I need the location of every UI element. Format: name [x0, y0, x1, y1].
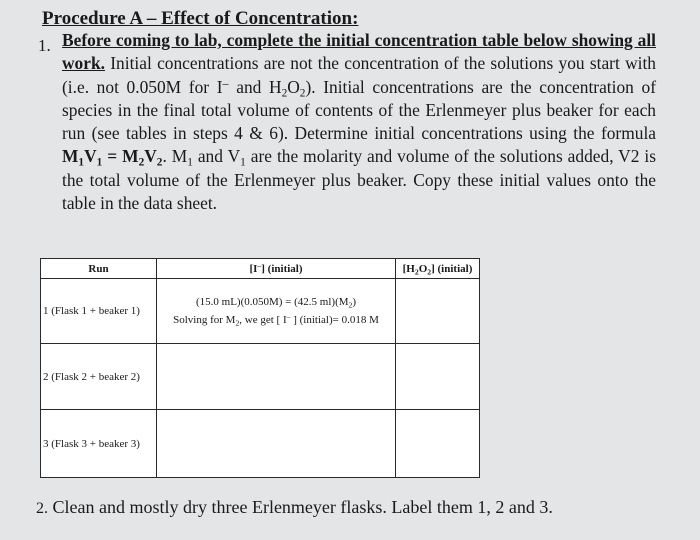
step-2-text: Clean and mostly dry three Erlenmeyer flasks. Label them 1, 2 and 3. — [52, 497, 553, 517]
step-1-text: Initial concentrations are not the concentration of the solutions you start with (i.e. not 0.050M for I — [62, 53, 656, 97]
run-1-label: 1 (Flask 1 + beaker 1) — [41, 279, 157, 344]
run-2-iodide-cell — [157, 344, 396, 410]
table-row — [41, 279, 480, 344]
header-iodide-initial: [I–] (initial) — [157, 259, 396, 279]
run-1-iodide-calculation — [157, 279, 396, 344]
table-row — [41, 344, 480, 410]
run-3-label: 3 (Flask 3 + beaker 3) — [41, 410, 157, 478]
run-1-h2o2-cell — [396, 279, 480, 344]
header-h2o2-initial: $[H_2O_2]$ (initial) — [396, 259, 480, 279]
run-3-iodide-cell — [157, 410, 396, 478]
run-3-h2o2-cell — [396, 410, 480, 478]
run-2-label: 2 (Flask 2 + beaker 2) — [41, 344, 157, 410]
calc-line-1: (15.0 mL)(0.050M) = (42.5 $ml)(M_2)$ — [195, 296, 357, 310]
dilution-formula: $M_1V_1 = M_2V_2$ — [62, 146, 163, 169]
step-1-number: 1. — [38, 36, 51, 55]
step-1-paragraph: Before coming to lab, complete the initial concentration table below showing all work. Initial concentrations are not the concentration of the solutions you start with (i.e. not 0.050M for I– and $H_2O_2$). Initial concentrations are the concentration of species in the final total volume of contents of the Erlenmeyer plus beaker for each run (see tables in steps 4 & 6). Determine initial concentrations using the formula $M_1V_1 = M_2V_2$. $M_1$ and $V_1$ are the molarity and volume of the solutions added, V2 is the total volume of the Erlenmeyer plus beaker. Copy these initial values onto the table in the data sheet. — [62, 30, 656, 214]
step-1-underlined-instruction: Before coming to lab, complete the initial concentration table below showing all work. — [62, 30, 656, 74]
header-run: Run — [41, 259, 157, 279]
initial-concentration-table — [40, 258, 480, 478]
run-2-h2o2-cell — [396, 344, 480, 410]
table-header-row — [41, 259, 480, 279]
calc-line-2: Solving for $M_2$, we get [ I– ] (initial)= 0.018 M — [173, 312, 379, 328]
step-2-number: 2. — [36, 500, 48, 517]
table-row — [41, 410, 480, 478]
section-title: Procedure A – Effect of Concentration: — [42, 8, 359, 29]
step-2 — [36, 497, 553, 518]
